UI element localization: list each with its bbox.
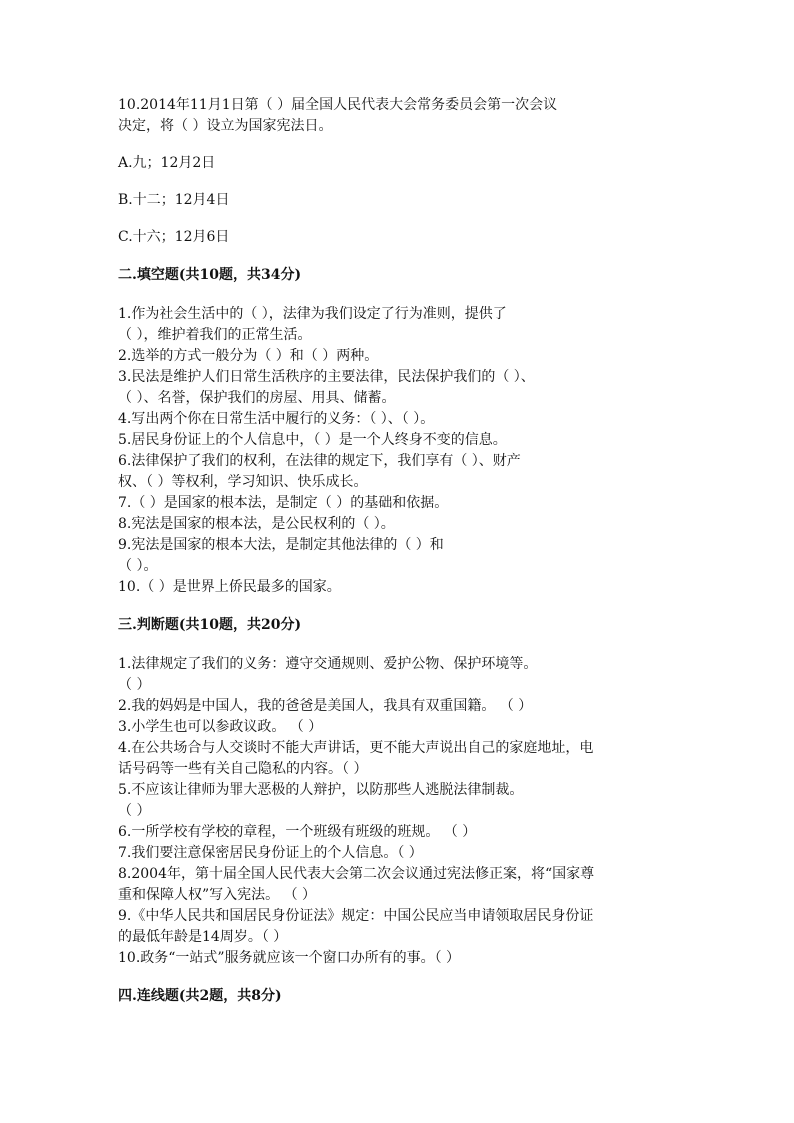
section-heading-fill-blank: 二.填空题(共10题，共34分) (118, 267, 302, 283)
true-false-line: 话号码等一些有关自己隐私的内容。（ ） (118, 761, 368, 777)
fill-blank-line: 4.写出两个你在日常生活中履行的义务：（ ）、（ ）。 (118, 411, 435, 427)
true-false-line: 重和保障人权”写入宪法。 （ ） (118, 887, 317, 903)
fill-blank-line: 10.（ ）是世界上侨民最多的国家。 (118, 579, 341, 595)
true-false-line: 5.不应该让律师为罪大恶极的人辩护，以防那些人逃脱法律制裁。 (118, 782, 524, 798)
fill-blank-line: 7.（ ）是国家的根本法，是制定（ ）的基础和依据。 (118, 495, 449, 511)
true-false-line: 的最低年龄是14周岁。（ ） (118, 929, 288, 945)
fill-blank-line: 9.宪法是国家的根本大法，是制定其他法律的（ ）和 (118, 537, 444, 553)
true-false-line: 7.我们要注意保密居民身份证上的个人信息。（ ） (118, 845, 423, 861)
fill-blank-line: 1.作为社会生活中的（ ），法律为我们设定了行为准则，提供了 (118, 306, 507, 322)
true-false-line: （ ） (118, 677, 151, 693)
fill-blank-section (118, 304, 678, 598)
true-false-line: （ ） (118, 803, 151, 819)
section-heading-matching: 四.连线题(共2题，共8分) (118, 988, 282, 1004)
true-false-line: 1.法律规定了我们的义务：遵守交通规则、爱护公物、保护环境等。 (118, 656, 538, 672)
fill-blank-line: 2.选举的方式一般分为（ ）和（ ）两种。 (118, 348, 379, 364)
fill-blank-line: 3.民法是维护人们日常生活秩序的主要法律，民法保护我们的（ ）、 (118, 369, 535, 385)
question-text-line: 决定，将（ ）设立为国家宪法日。 (118, 118, 333, 134)
true-false-line: 3.小学生也可以参政议政。 （ ） (118, 719, 323, 735)
true-false-line: 4.在公共场合与人交谈时不能大声讲话，更不能大声说出自己的家庭地址，电 (118, 740, 594, 756)
fill-blank-line: 6.法律保护了我们的权利，在法律的规定下，我们享有（ ）、财产 (118, 453, 521, 469)
true-false-section (118, 654, 678, 969)
exam-page (118, 95, 678, 1007)
true-false-line: 10.政务“一站式”服务就应该一个窗口办所有的事。（ ） (118, 950, 461, 966)
option-b: B.十二；12月4日 (118, 192, 230, 208)
question-text-line: 10.2014年11月1日第（ ）届全国人民代表大会常务委员会第一次会议 (118, 97, 558, 113)
fill-blank-line: （ ）。 (118, 558, 158, 574)
fill-blank-line: （ ），维护着我们的正常生活。 (118, 327, 312, 343)
fill-blank-line: （ ）、名誉，保护我们的房屋、用具、储蓄。 (118, 390, 396, 406)
true-false-line: 2.我的妈妈是中国人，我的爸爸是美国人，我具有双重国籍。 （ ） (118, 698, 533, 714)
section-heading-true-false: 三.判断题(共10题，共20分) (118, 617, 302, 633)
fill-blank-line: 8.宪法是国家的根本法，是公民权利的（ ）。 (118, 516, 395, 532)
true-false-line: 9.《中华人民共和国居民身份证法》规定：中国公民应当申请领取居民身份证 (118, 908, 594, 924)
fill-blank-line: 5.居民身份证上的个人信息中，（ ）是一个人终身不变的信息。 (118, 432, 507, 448)
true-false-line: 8.2004年，第十届全国人民代表大会第二次会议通过宪法修正案，将“国家尊 (118, 866, 595, 882)
true-false-line: 6.一所学校有学校的章程，一个班级有班级的班规。 （ ） (118, 824, 477, 840)
option-a: A.九；12月2日 (118, 155, 216, 171)
question-10-choice (118, 95, 678, 248)
option-c: C.十六；12月6日 (118, 229, 230, 245)
fill-blank-line: 权、（ ）等权利，学习知识、快乐成长。 (118, 474, 368, 490)
